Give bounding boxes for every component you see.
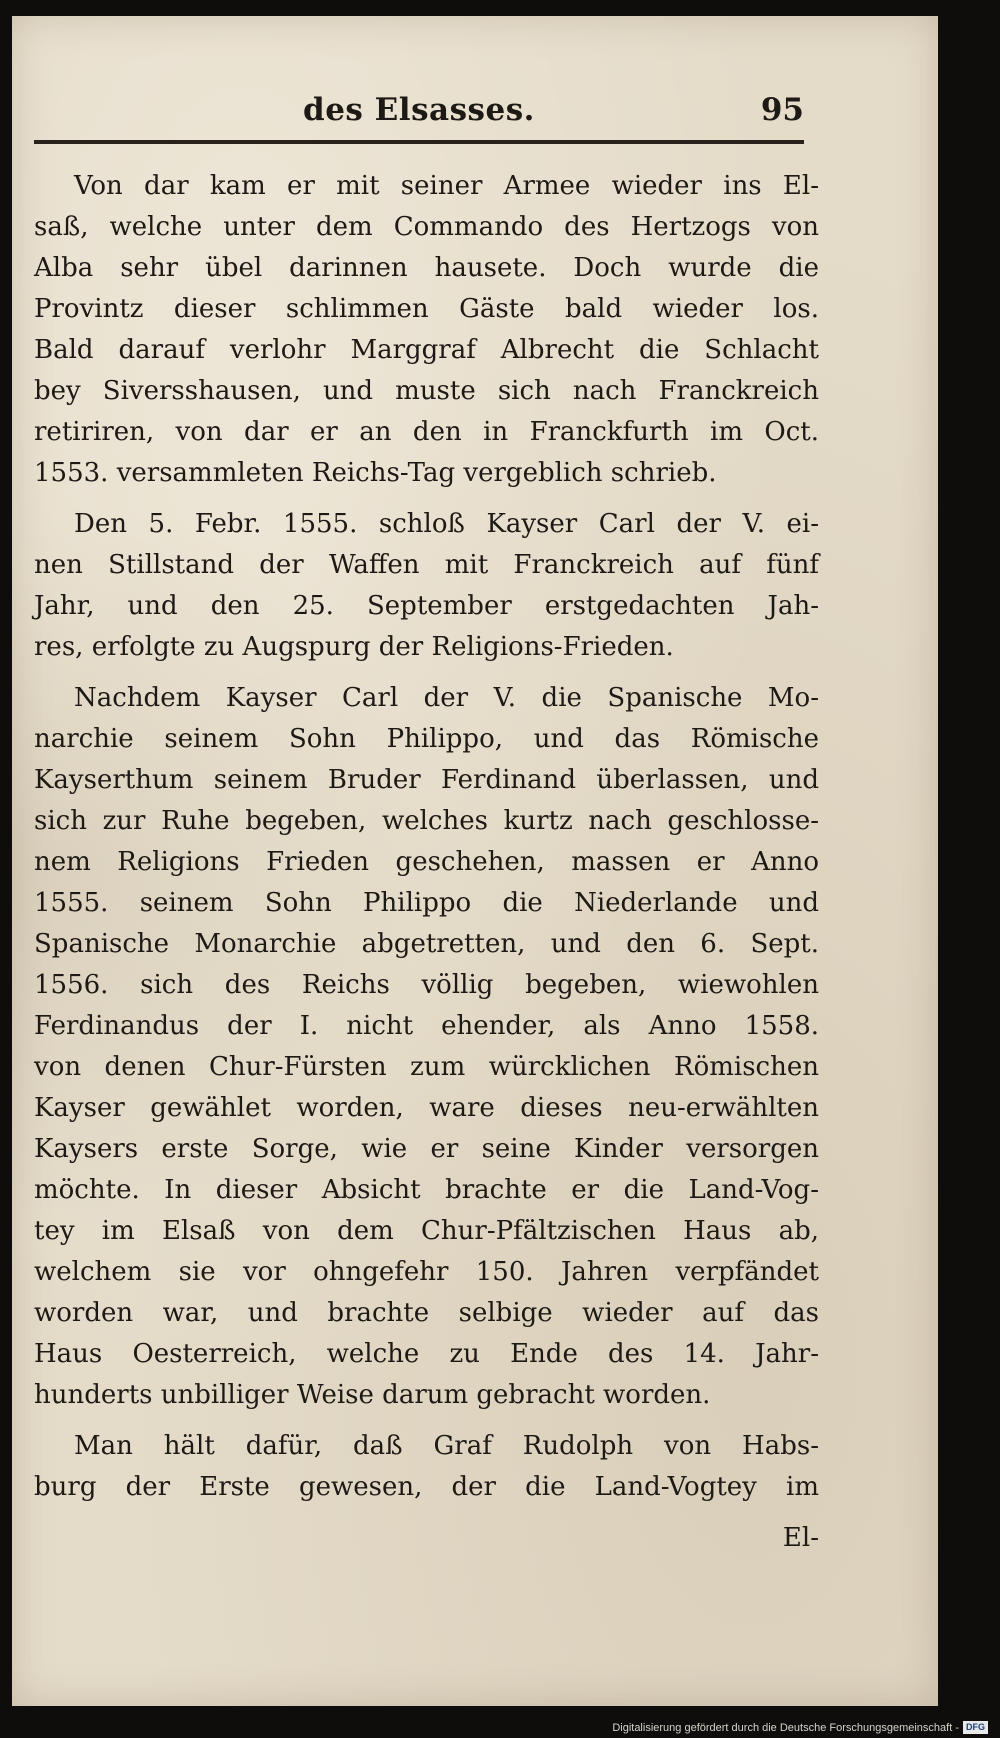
- book-page: [12, 16, 938, 1706]
- text-line: Man hält dafür, daß Graf Rudolph von Habs-: [74, 1431, 819, 1461]
- text-line: Spanische Monarchie abgetretten, und den 6. Sept.: [34, 929, 819, 959]
- paragraph: [34, 504, 819, 668]
- digitization-footer: [612, 1721, 988, 1734]
- paragraph: [34, 678, 819, 1416]
- text-line: bey Siversshausen, und muste sich nach Franckreich: [34, 376, 819, 406]
- text-line: Bald darauf verlohr Marggraf Albrecht die Schlacht: [34, 335, 819, 365]
- text-line: Provintz dieser schlimmen Gäste bald wieder los.: [34, 294, 819, 324]
- text-line: möchte. In dieser Absicht brachte er die Land-Vog-: [34, 1175, 819, 1205]
- text-line: Nachdem Kayser Carl der V. die Spanische Mo-: [74, 683, 819, 713]
- text-line: Kaysers erste Sorge, wie er seine Kinder versorgen: [34, 1134, 819, 1164]
- text-line: nem Religions Frieden geschehen, massen er Anno: [34, 847, 819, 877]
- page-number: 95: [760, 92, 804, 128]
- running-head: des Elsasses.: [303, 92, 535, 128]
- body-text: [34, 166, 819, 1559]
- text-line: nen Stillstand der Waffen mit Franckreich auf fünf: [34, 550, 819, 580]
- text-line: Haus Oesterreich, welche zu Ende des 14. Jahr-: [34, 1339, 819, 1369]
- text-line: sich zur Ruhe begeben, welches kurtz nach geschlosse-: [34, 806, 819, 836]
- text-line: Alba sehr übel darinnen hausete. Doch wurde die: [34, 253, 819, 283]
- paragraph: [34, 166, 819, 494]
- text-line: Von dar kam er mit seiner Armee wieder ins El-: [74, 171, 819, 201]
- text-line: 1555. seinem Sohn Philippo die Niederlande und: [34, 888, 819, 918]
- text-line: Kayserthum seinem Bruder Ferdinand überlassen, und: [34, 765, 819, 795]
- page-header: [34, 92, 804, 132]
- header-rule: [34, 140, 804, 144]
- text-line: Den 5. Febr. 1555. schloß Kayser Carl der V. ei-: [74, 509, 819, 539]
- text-line: res, erfolgte zu Augspurg der Religions-Frieden.: [34, 632, 674, 662]
- text-line: 1556. sich des Reichs völlig begeben, wiewohlen: [34, 970, 819, 1000]
- text-line: narchie seinem Sohn Philippo, und das Römische: [34, 724, 819, 754]
- text-line: burg der Erste gewesen, der die Land-Vogtey im: [34, 1472, 819, 1502]
- text-line: Jahr, und den 25. September erstgedachten Jah-: [34, 591, 819, 621]
- footer-credit: Digitalisierung gefördert durch die Deutsche Forschungsgemeinschaft -: [612, 1721, 959, 1734]
- dfg-logo-icon: DFG: [963, 1721, 988, 1734]
- catchword: El-: [782, 1523, 819, 1553]
- text-line: tey im Elsaß von dem Chur-Pfältzischen Haus ab,: [34, 1216, 819, 1246]
- text-line: welchem sie vor ohngefehr 150. Jahren verpfändet: [34, 1257, 819, 1287]
- text-line: worden war, und brachte selbige wieder auf das: [34, 1298, 819, 1328]
- text-line: retiriren, von dar er an den in Franckfurth im Oct.: [34, 417, 819, 447]
- text-line: Ferdinandus der I. nicht ehender, als Anno 1558.: [34, 1011, 819, 1041]
- text-line: von denen Chur-Fürsten zum würcklichen Römischen: [34, 1052, 819, 1082]
- text-line: Kayser gewählet worden, ware dieses neu-erwählten: [34, 1093, 819, 1123]
- text-line: saß, welche unter dem Commando des Hertzogs von: [34, 212, 819, 242]
- text-line: 1553. versammleten Reichs-Tag vergeblich schrieb.: [34, 458, 717, 488]
- text-line: hunderts unbilliger Weise darum gebracht worden.: [34, 1380, 711, 1410]
- paragraph: [34, 1426, 819, 1508]
